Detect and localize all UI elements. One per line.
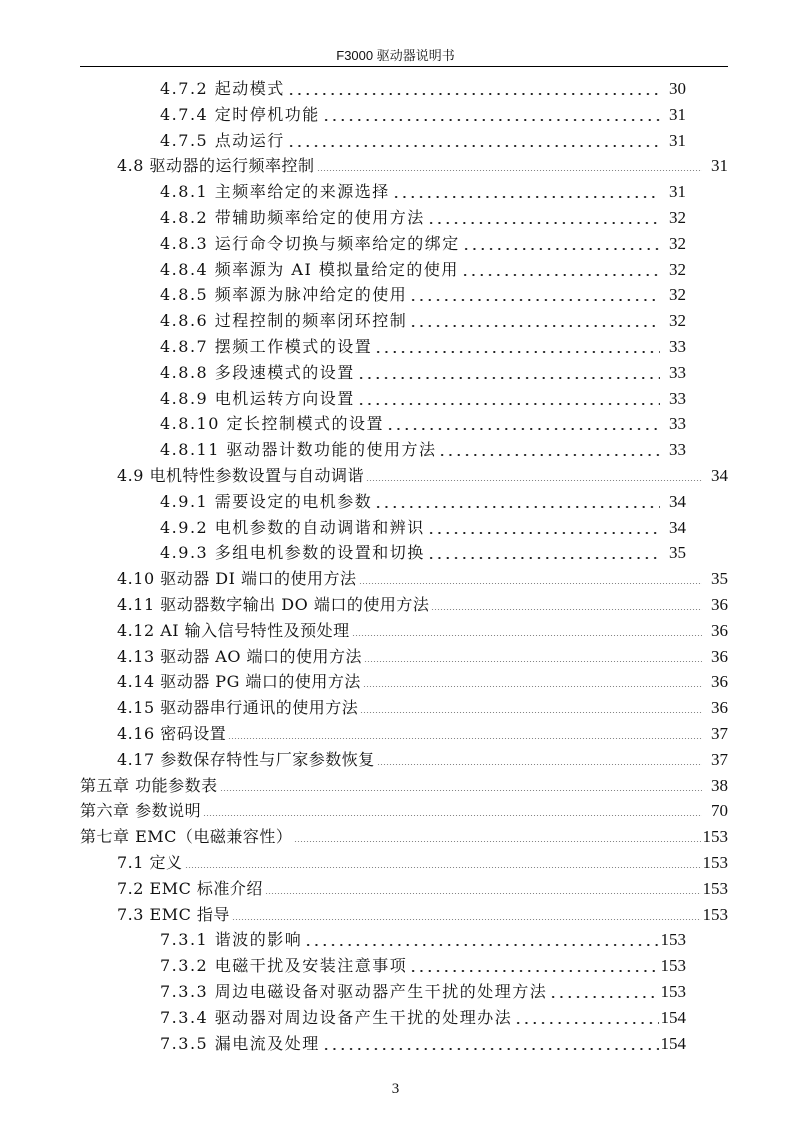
toc-entry[interactable]	[160, 204, 686, 228]
toc-entry[interactable]	[117, 746, 728, 770]
toc-entry[interactable]	[117, 643, 728, 667]
toc-dot-leader	[287, 79, 660, 99]
toc-dot-leader	[360, 698, 702, 718]
toc-entry-page: 33	[669, 414, 686, 434]
toc-dot-leader	[363, 672, 702, 692]
toc-entry-title: 4.8.11 驱动器计数功能的使用方法	[160, 440, 437, 460]
toc-entry[interactable]	[160, 359, 686, 383]
toc-entry-page: 37	[711, 724, 728, 743]
toc-entry-page: 31	[711, 156, 728, 176]
toc-dot-leader	[462, 234, 660, 254]
toc-entry[interactable]	[160, 101, 686, 125]
toc-entry-page: 153	[660, 956, 686, 976]
toc-entry[interactable]	[160, 281, 686, 305]
toc-entry-title: 4.8 驱动器的运行频率控制	[117, 156, 315, 176]
toc-entry-title: 第七章 EMC（电磁兼容性）	[80, 827, 293, 847]
toc-entry[interactable]	[160, 75, 686, 99]
toc-dot-leader	[431, 595, 702, 615]
toc-dot-leader	[287, 131, 660, 151]
toc-dot-leader	[265, 879, 701, 899]
toc-entry[interactable]	[80, 772, 728, 796]
toc-entry-title: 4.15 驱动器串行通讯的使用方法	[117, 698, 359, 718]
toc-entry-title: 4.8.9 电机运转方向设置	[160, 388, 355, 408]
toc-dot-leader	[427, 543, 660, 563]
toc-entry-page: 36	[711, 672, 728, 692]
toc-entry[interactable]	[117, 720, 728, 744]
toc-entry-title: 4.8.3 运行命令切换与频率给定的绑定	[160, 233, 460, 253]
toc-entry[interactable]	[160, 1004, 686, 1028]
toc-entry[interactable]	[80, 823, 728, 847]
toc-dot-leader	[232, 905, 701, 925]
toc-entry-title: 7.3.1 谐波的影响	[160, 930, 303, 950]
toc-entry-title: 第五章 功能参数表	[80, 775, 218, 795]
toc-entry[interactable]	[160, 178, 686, 202]
toc-dot-leader	[203, 801, 702, 821]
toc-dot-leader	[304, 930, 658, 950]
toc-entry-title: 7.3 EMC 指导	[117, 904, 230, 924]
toc-entry-page: 34	[669, 491, 686, 511]
toc-entry-title: 4.8.1 主频率给定的来源选择	[160, 182, 390, 202]
toc-entry-page: 36	[711, 646, 728, 666]
toc-dot-leader	[514, 1008, 658, 1028]
toc-dot-leader	[357, 363, 660, 383]
toc-entry-title: 4.8.6 过程控制的频率闭环控制	[160, 311, 408, 331]
toc-entry[interactable]	[117, 694, 728, 718]
toc-entry-page: 37	[711, 749, 728, 769]
toc-entry[interactable]	[160, 539, 686, 563]
toc-dot-leader	[220, 776, 702, 796]
toc-dot-leader	[357, 389, 660, 409]
toc-entry-page: 35	[669, 543, 686, 563]
toc-entry-title: 4.7.5 点动运行	[160, 130, 285, 150]
toc-entry-page: 34	[669, 517, 686, 537]
toc-entry-title: 4.14 驱动器 PG 端口的使用方法	[117, 672, 361, 692]
toc-entry-page: 31	[669, 104, 686, 124]
toc-entry-title: 4.9.3 多组电机参数的设置和切换	[160, 543, 425, 563]
toc-entry-title: 4.12 AI 输入信号特性及预处理	[117, 620, 350, 640]
toc-dot-leader	[374, 492, 660, 512]
toc-entry-page: 35	[711, 569, 728, 589]
toc-entry-page: 154	[660, 1033, 686, 1053]
toc-entry-page: 154	[660, 1007, 686, 1027]
toc-dot-leader	[185, 853, 701, 873]
toc-entry-page: 34	[711, 466, 728, 485]
toc-entry[interactable]	[160, 230, 686, 254]
toc-entry-page: 31	[669, 182, 686, 202]
toc-dot-leader	[374, 337, 660, 357]
toc-dot-leader	[427, 518, 660, 538]
toc-entry[interactable]	[117, 849, 728, 873]
toc-entry[interactable]	[160, 488, 686, 512]
toc-entry[interactable]	[160, 1030, 686, 1054]
toc-dot-leader	[386, 414, 660, 434]
toc-dot-leader	[409, 956, 658, 976]
toc-dot-leader	[352, 621, 702, 641]
toc-entry-title: 7.3.3 周边电磁设备对驱动器产生干扰的处理方法	[160, 982, 548, 1001]
toc-entry-page: 36	[711, 595, 728, 614]
toc-entry-page: 33	[669, 337, 686, 356]
toc-entry-page: 153	[660, 982, 686, 1001]
toc-entry[interactable]	[117, 617, 728, 641]
toc-entry-page: 30	[669, 79, 686, 98]
toc-entry-title: 7.3.5 漏电流及处理	[160, 1033, 320, 1053]
toc-entry[interactable]	[160, 333, 686, 357]
toc-dot-leader	[409, 311, 660, 331]
toc-entry-title: 4.9.1 需要设定的电机参数	[160, 491, 373, 511]
toc-entry[interactable]	[160, 410, 686, 434]
toc-entry-page: 36	[711, 698, 728, 718]
toc-entry-title: 第六章 参数说明	[80, 801, 202, 821]
toc-entry-page: 33	[669, 440, 686, 460]
toc-entry-title: 4.9.2 电机参数的自动调谐和辨识	[160, 517, 425, 537]
toc-entry[interactable]	[117, 462, 728, 486]
toc-entry-title: 4.8.8 多段速模式的设置	[160, 362, 355, 382]
toc-entry[interactable]	[160, 978, 686, 1002]
toc-entry-page: 32	[669, 285, 686, 305]
toc-entry-title: 7.3.4 驱动器对周边设备产生干扰的处理办法	[160, 1007, 513, 1027]
toc-entry-page: 31	[669, 130, 686, 150]
toc-dot-leader	[294, 827, 700, 847]
toc-dot-leader	[317, 156, 702, 176]
toc-entry[interactable]	[117, 591, 728, 615]
toc-dot-leader	[461, 260, 660, 280]
toc-entry-title: 4.9 电机特性参数设置与自动调谐	[117, 466, 365, 485]
toc-entry-page: 32	[669, 233, 686, 253]
page-number: 3	[391, 1081, 400, 1097]
toc-entry[interactable]	[160, 514, 686, 538]
toc-dot-leader	[377, 750, 702, 770]
toc-entry-page: 33	[669, 362, 686, 382]
toc-entry-page: 38	[711, 775, 728, 795]
toc-entry[interactable]	[160, 952, 686, 976]
toc-entry-title: 7.1 定义	[117, 853, 183, 872]
toc-entry-page: 36	[711, 620, 728, 640]
running-header: F3000 驱动器说明书	[336, 48, 455, 63]
toc-entry-title: 7.2 EMC 标准介绍	[117, 878, 263, 898]
toc-entry-page: 32	[669, 259, 686, 279]
toc-entry-title: 4.8.2 带辅助频率给定的使用方法	[160, 208, 425, 227]
toc-entry[interactable]	[160, 256, 686, 280]
toc-entry[interactable]	[117, 901, 728, 925]
toc-entry-title: 4.13 驱动器 AO 端口的使用方法	[117, 646, 363, 666]
toc-entry[interactable]	[117, 668, 728, 692]
toc-entry-page: 32	[669, 208, 686, 227]
toc-entry[interactable]	[160, 926, 686, 950]
toc-entry-page: 33	[669, 388, 686, 408]
toc-entry[interactable]	[117, 152, 728, 176]
toc-entry-page: 32	[669, 311, 686, 331]
toc-entry[interactable]	[117, 565, 728, 589]
toc-dot-leader	[366, 466, 702, 486]
toc-dot-leader	[322, 1034, 659, 1054]
toc-entry-title: 4.11 驱动器数字输出 DO 端口的使用方法	[117, 595, 430, 614]
toc-entry-title: 4.8.4 频率源为 AI 模拟量给定的使用	[160, 259, 459, 279]
toc-dot-leader	[392, 182, 660, 202]
toc-dot-leader	[427, 208, 660, 228]
toc-entry-title: 4.7.4 定时停机功能	[160, 104, 320, 124]
toc-entry-title: 4.8.10 定长控制模式的设置	[160, 414, 384, 434]
toc-entry[interactable]	[117, 875, 728, 899]
toc-entry[interactable]	[80, 797, 728, 821]
toc-dot-leader	[438, 440, 660, 460]
toc-dot-leader	[409, 285, 660, 305]
toc-entry[interactable]	[160, 307, 686, 331]
toc-entry-page: 153	[702, 827, 728, 847]
toc-entry[interactable]	[160, 127, 686, 151]
toc-dot-leader	[359, 569, 702, 589]
toc-entry-page: 153	[702, 878, 728, 898]
toc-dot-leader	[322, 105, 660, 125]
toc-entry[interactable]	[160, 385, 686, 409]
toc-dot-leader	[228, 724, 702, 744]
toc-entry-title: 4.16 密码设置	[117, 724, 227, 743]
toc-dot-leader	[364, 647, 702, 667]
toc-entry-page: 70	[711, 801, 728, 821]
toc-entry-title: 4.8.5 频率源为脉冲给定的使用	[160, 285, 408, 305]
toc-entry-title: 7.3.2 电磁干扰及安装注意事项	[160, 956, 408, 976]
toc-entry-page: 153	[702, 853, 728, 872]
toc-dot-leader	[549, 982, 658, 1002]
toc-entry-title: 4.7.2 起动模式	[160, 79, 285, 98]
toc-entry-page: 153	[660, 930, 686, 950]
toc-entry-title: 4.8.7 摆频工作模式的设置	[160, 337, 373, 356]
toc-entry-title: 4.17 参数保存特性与厂家参数恢复	[117, 749, 375, 769]
toc-entry[interactable]	[160, 436, 686, 460]
toc-entry-title: 4.10 驱动器 DI 端口的使用方法	[117, 569, 357, 589]
header-rule	[80, 66, 728, 67]
toc-entry-page: 153	[702, 904, 728, 924]
